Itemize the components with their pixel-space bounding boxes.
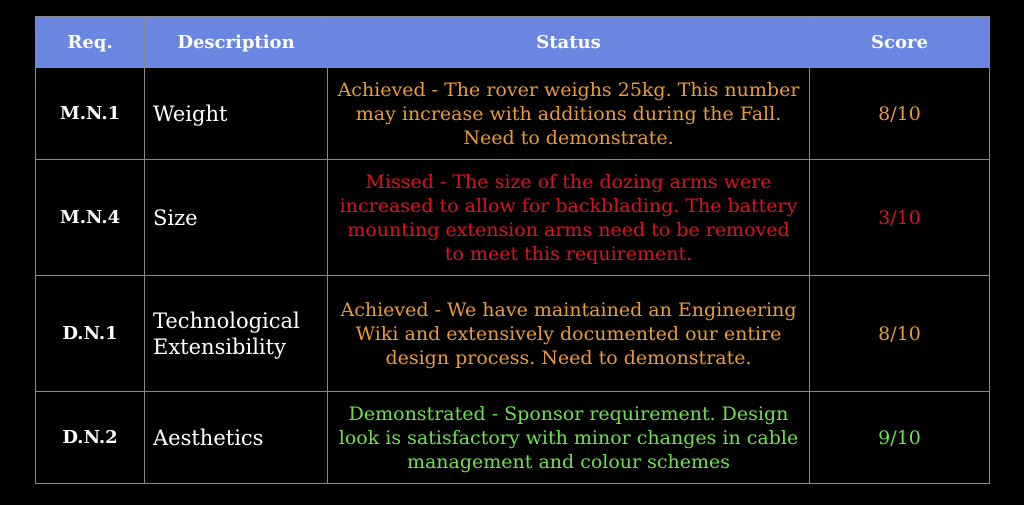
requirements-table — [35, 16, 990, 484]
requirement-description: Aesthetics — [145, 392, 328, 484]
score-value: 3/10 — [810, 160, 990, 276]
status-text: Missed - The size of the dozing arms were increased to allow for backblading. The battery mounting extension arms need to be removed to meet this requirement. — [328, 160, 810, 276]
req-id: M.N.1 — [36, 68, 145, 160]
requirement-description: Size — [145, 160, 328, 276]
header-row — [36, 17, 990, 68]
header-req: Req. — [36, 17, 145, 68]
score-value: 8/10 — [810, 68, 990, 160]
header-status: Status — [328, 17, 810, 68]
table-row — [36, 392, 990, 484]
status-text: Demonstrated - Sponsor requirement. Design look is satisfactory with minor changes in cable management and colour schemes — [328, 392, 810, 484]
req-id: M.N.4 — [36, 160, 145, 276]
header-score: Score — [810, 17, 990, 68]
header-description: Description — [145, 17, 328, 68]
status-text: Achieved - The rover weighs 25kg. This number may increase with additions during the Fall. Need to demonstrate. — [328, 68, 810, 160]
table-row — [36, 276, 990, 392]
score-value: 8/10 — [810, 276, 990, 392]
table-row — [36, 160, 990, 276]
requirement-description: Technological Extensibility — [145, 276, 328, 392]
status-text: Achieved - We have maintained an Engineering Wiki and extensively documented our entire design process. Need to demonstrate. — [328, 276, 810, 392]
req-id: D.N.1 — [36, 276, 145, 392]
table-row — [36, 68, 990, 160]
requirement-description: Weight — [145, 68, 328, 160]
req-id: D.N.2 — [36, 392, 145, 484]
score-value: 9/10 — [810, 392, 990, 484]
